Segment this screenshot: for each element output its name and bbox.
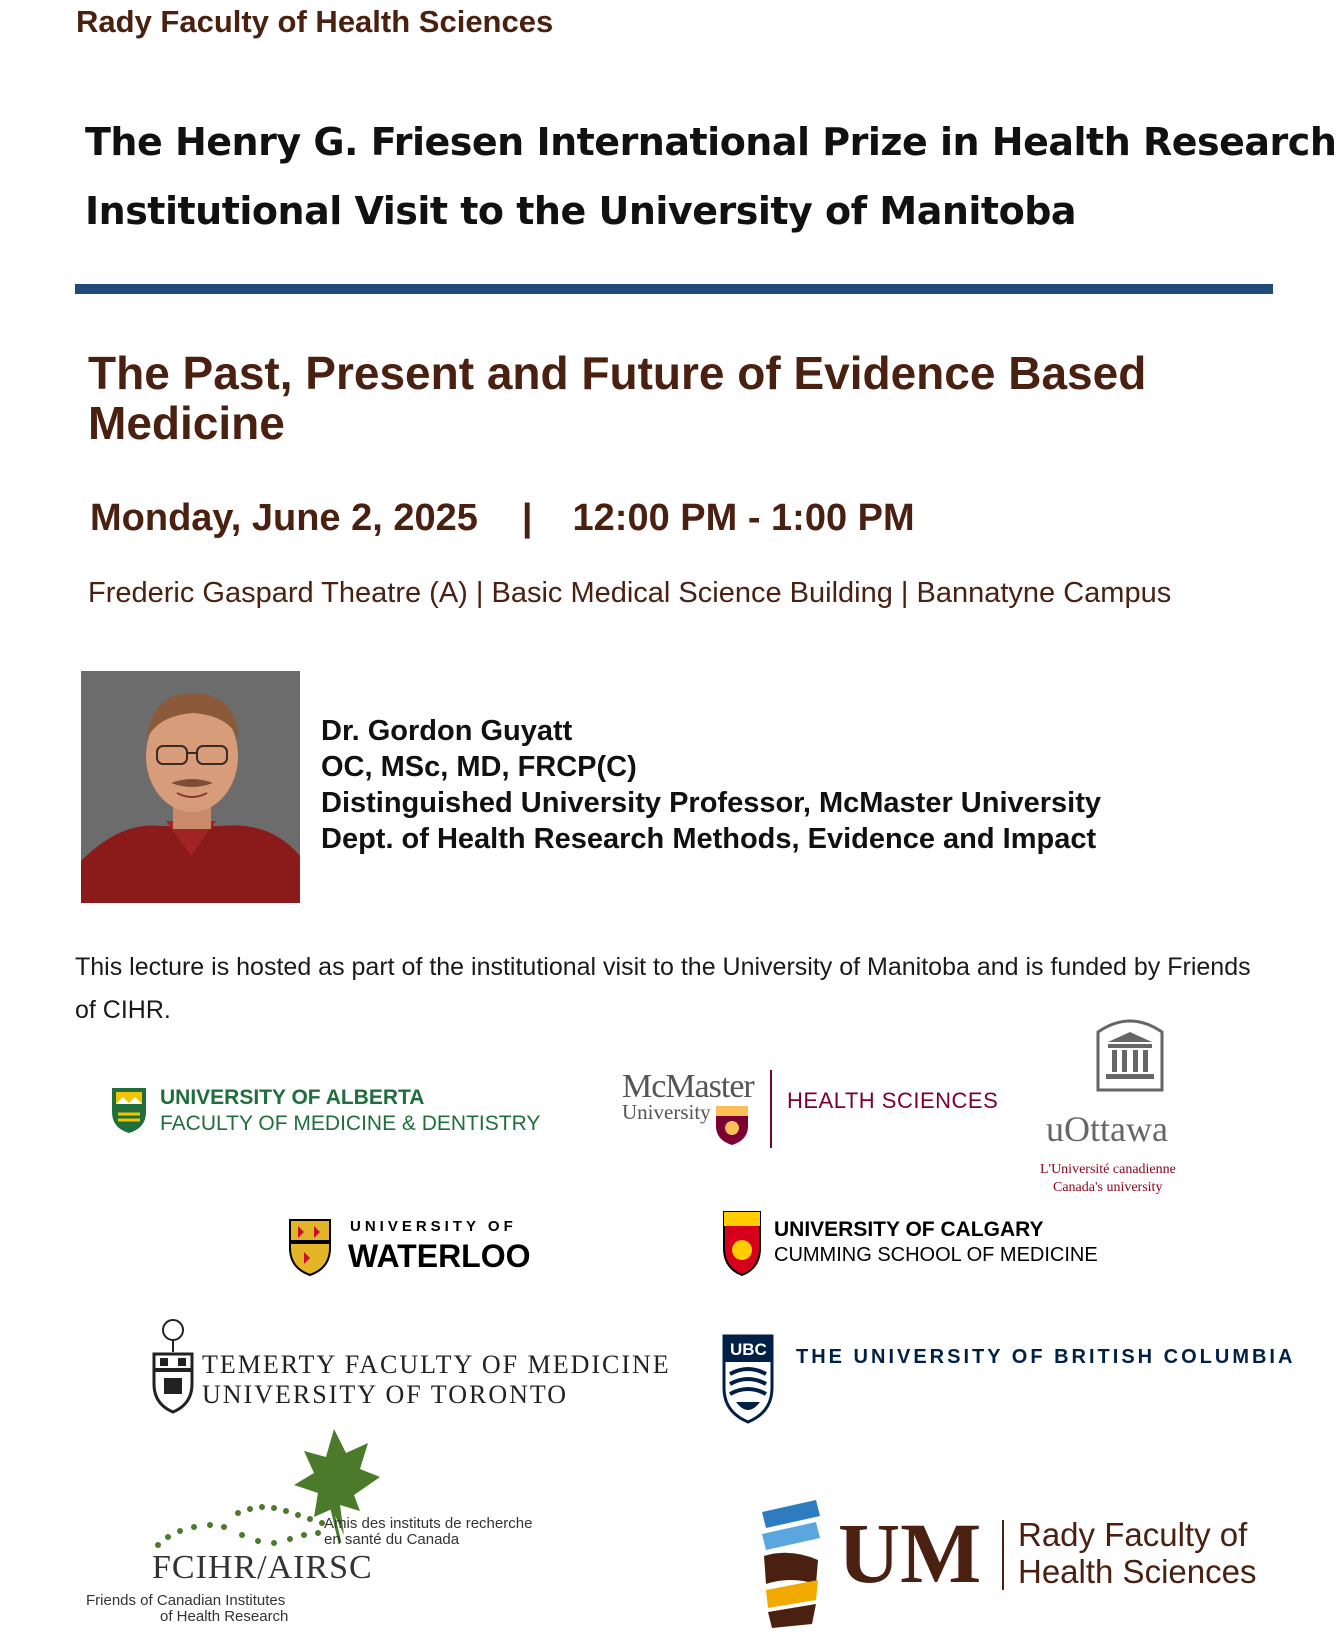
event-time: 12:00 PM - 1:00 PM [572,497,915,539]
waterloo-top: UNIVERSITY OF [350,1218,517,1235]
ottawa-building-icon [1094,1012,1166,1092]
ottawa-logo [1030,1012,1230,1202]
fcihr-english-line-1: Friends of Canadian Institutes [86,1592,286,1609]
ottawa-name: uOttawa [1046,1109,1168,1149]
ottawa-tagline-fr: L'Université canadienne [1040,1162,1176,1177]
funding-statement: This lecture is hosted as part of the institutional visit to the University of Manitoba and is funded by Friends of CIHR. [75,953,1251,1024]
um-rady-line-1: Rady Faculty of [1018,1516,1248,1553]
alberta-faculty: FACULTY OF MEDICINE & DENTISTRY [160,1112,541,1135]
event-date: Monday, June 2, 2025 [90,497,478,539]
alberta-logo [110,1086,560,1146]
event-datetime [90,497,915,540]
um-rady-logo [756,1500,1276,1630]
fcihr-french-line-2: en santé du Canada [324,1531,460,1548]
speaker-portrait-illustration [81,671,300,903]
toronto-faculty: TEMERTY FACULTY OF MEDICINE [202,1350,671,1379]
ubc-name: THE UNIVERSITY OF BRITISH COLUMBIA [796,1346,1296,1368]
ottawa-tagline-en: Canada's university [1053,1180,1163,1195]
mcmaster-division: HEALTH SCIENCES [787,1088,999,1113]
datetime-separator: | [521,497,533,539]
mcmaster-crest-icon [714,1104,750,1146]
mcmaster-logo [622,1068,999,1148]
ubc-logo [722,1334,1296,1424]
waterloo-shield-icon [288,1218,332,1276]
speaker-photo [81,671,300,903]
faculty-header: Rady Faculty of Health Sciences [76,4,554,39]
header-divider [75,284,1273,294]
um-bison-icon [756,1500,826,1628]
calgary-name: UNIVERSITY OF CALGARY [774,1218,1044,1241]
toronto-crest-icon [150,1318,196,1418]
alberta-name: UNIVERSITY OF ALBERTA [160,1086,425,1109]
calgary-logo [722,1210,1098,1280]
fcihr-english-line-2: of Health Research [160,1608,289,1625]
toronto-logo [150,1318,670,1418]
toronto-university: UNIVERSITY OF TORONTO [202,1380,569,1409]
speaker-info [321,713,1101,857]
prize-title-line-1: The Henry G. Friesen International Prize in Health Research [85,120,1337,164]
mcmaster-name: McMaster [622,1068,754,1105]
speaker-credentials: OC, MSc, MD, FRCP(C) [321,751,637,783]
speaker-name: Dr. Gordon Guyatt [321,715,573,747]
um-rady-line-2: Health Sciences [1018,1553,1257,1590]
lecture-title: The Past, Present and Future of Evidence Based Medicine [88,347,1147,449]
ubc-badge: UBC [730,1340,767,1359]
fcihr-logo [84,1425,584,1630]
speaker-department: Dept. of Health Research Methods, Evidence and Impact [321,823,1097,855]
mcmaster-divider [770,1070,772,1148]
event-location: Frederic Gaspard Theatre (A) | Basic Medical Science Building | Bannatyne Campus [88,577,1172,609]
fcihr-french-line-1: Amis des instituts de recherche [324,1515,533,1532]
fcihr-acronym: FCIHR/AIRSC [152,1549,373,1586]
calgary-shield-icon [722,1210,762,1276]
waterloo-logo [288,1216,531,1282]
alberta-shield-icon [110,1086,148,1134]
prize-title-line-2: Institutional Visit to the University of Manitoba [85,189,1077,233]
um-mark: UM [838,1505,982,1601]
mcmaster-sub: University [622,1100,711,1124]
um-divider [1002,1520,1004,1590]
waterloo-name: WATERLOO [348,1238,531,1274]
speaker-position: Distinguished University Professor, McMaster University [321,787,1102,819]
calgary-school: CUMMING SCHOOL OF MEDICINE [774,1244,1098,1266]
